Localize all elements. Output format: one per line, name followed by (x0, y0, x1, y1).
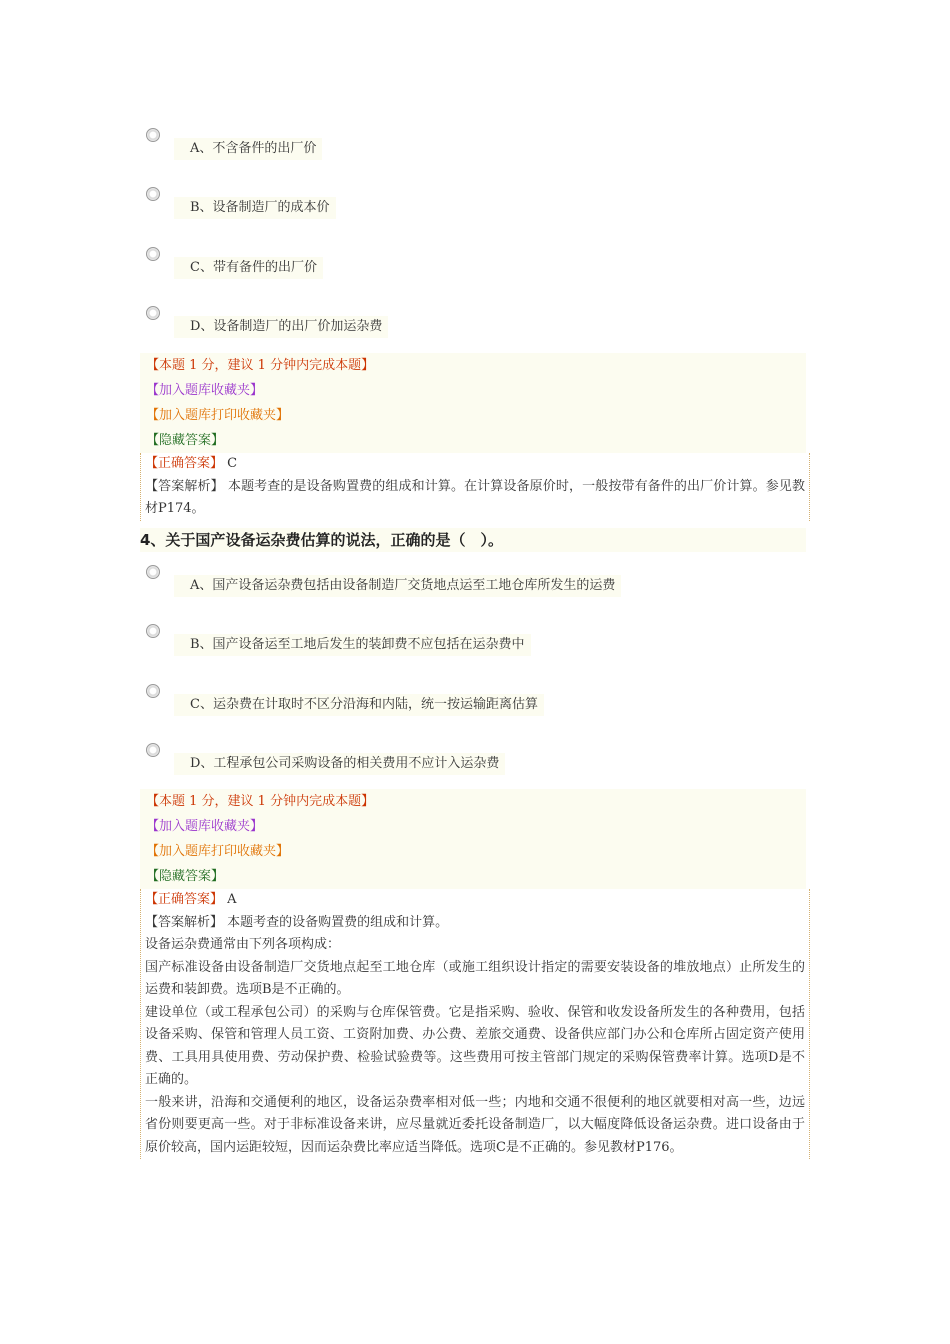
q3-option-c[interactable] (146, 247, 786, 277)
radio-icon[interactable] (146, 743, 160, 757)
add-print-favorite-link[interactable]: 【加入题库打印收藏夹】 (146, 408, 290, 423)
correct-answer-label: 【正确答案】 (145, 892, 224, 907)
q4-option-a[interactable] (146, 565, 786, 595)
radio-icon[interactable] (146, 128, 160, 142)
score-hint: 【本题 1 分，建议 1 分钟内完成本题】 (146, 794, 375, 809)
add-print-favorite-link[interactable]: 【加入题库打印收藏夹】 (146, 844, 290, 859)
option-label: B、国产设备运至工地后发生的装卸费不应包括在运杂费中 (174, 634, 531, 656)
radio-icon[interactable] (146, 684, 160, 698)
radio-icon[interactable] (146, 565, 160, 579)
question-title: 4、关于国产设备运杂费估算的说法，正确的是（ ）。 (140, 528, 806, 552)
hide-answer-link[interactable]: 【隐藏答案】 (146, 869, 225, 884)
option-label: B、设备制造厂的成本价 (174, 197, 336, 219)
hide-answer-link[interactable]: 【隐藏答案】 (146, 433, 225, 448)
analysis-paragraph: 国产标准设备由设备制造厂交货地点起至工地仓库（或施工组织设计指定的需要安装设备的堆放地点）止所发生的运费和装卸费。选项B是不正确的。 (145, 959, 805, 997)
option-label: A、国产设备运杂费包括由设备制造厂交货地点运至工地仓库所发生的运费 (174, 575, 621, 597)
correct-answer-value: C (223, 456, 238, 471)
q4-option-b[interactable] (146, 624, 786, 654)
add-favorite-link[interactable]: 【加入题库收藏夹】 (146, 819, 264, 834)
option-label: D、设备制造厂的出厂价加运杂费 (174, 316, 388, 338)
q4-answer-box (140, 889, 810, 1159)
radio-icon[interactable] (146, 306, 160, 320)
q4-info-panel (140, 789, 806, 889)
q3-option-d[interactable] (146, 306, 786, 336)
correct-answer-label: 【正确答案】 (145, 456, 224, 471)
q3-answer-box (140, 453, 810, 521)
correct-answer-line (141, 453, 809, 476)
option-label: A、不含备件的出厂价 (174, 138, 322, 160)
score-hint: 【本题 1 分，建议 1 分钟内完成本题】 (146, 358, 375, 373)
analysis-text: 本题考查的是设备购置费的组成和计算。在计算设备原价时，一般按带有备件的出厂价计算。参见教材P174。 (145, 478, 805, 516)
analysis-line (141, 912, 809, 935)
analysis-paragraph: 一般来讲，沿海和交通便利的地区，设备运杂费率相对低一些；内地和交通不很便利的地区就要相对高一些，边远省份则要更高一些。对于非标准设备来讲，应尽量就近委托设备制造厂，以大幅度降低设备运杂费。进口设备由于原价较高，国内运距较短，因而运杂费比率应适当降低。选项C是不正确的。参见教材P176。 (145, 1094, 805, 1155)
correct-answer-line (141, 889, 809, 912)
q4-option-d[interactable] (146, 743, 786, 773)
analysis-paragraph: 建设单位（或工程承包公司）的采购与仓库保管费。它是指采购、验收、保管和收发设备所发生的各种费用，包括设备采购、保管和管理人员工资、工资附加费、办公费、差旅交通费、设备供应部门办公和仓库所占固定资产使用费、工具用具使用费、劳动保护费、检验试验费等。这些费用可按主管部门规定的采购保管费率计算。选项D是不正确的。 (145, 1004, 805, 1087)
analysis-text: 本题考查的设备购置费的组成和计算。 (223, 914, 449, 930)
q4-option-c[interactable] (146, 684, 786, 714)
analysis-paragraph: 设备运杂费通常由下列各项构成： (145, 937, 341, 952)
correct-answer-value: A (223, 892, 237, 907)
option-label: C、带有备件的出厂价 (174, 257, 323, 279)
add-favorite-link[interactable]: 【加入题库收藏夹】 (146, 383, 264, 398)
analysis-label: 【答案解析】 (145, 914, 224, 930)
radio-icon[interactable] (146, 187, 160, 201)
radio-icon[interactable] (146, 624, 160, 638)
analysis-line (141, 476, 809, 521)
option-label: D、工程承包公司采购设备的相关费用不应计入运杂费 (174, 753, 505, 775)
q3-option-b[interactable] (146, 187, 786, 217)
q3-info-panel (140, 353, 806, 453)
radio-icon[interactable] (146, 247, 160, 261)
option-label: C、运杂费在计取时不区分沿海和内陆，统一按运输距离估算 (174, 694, 544, 716)
q3-option-a[interactable] (146, 128, 786, 158)
analysis-label: 【答案解析】 (145, 478, 224, 494)
